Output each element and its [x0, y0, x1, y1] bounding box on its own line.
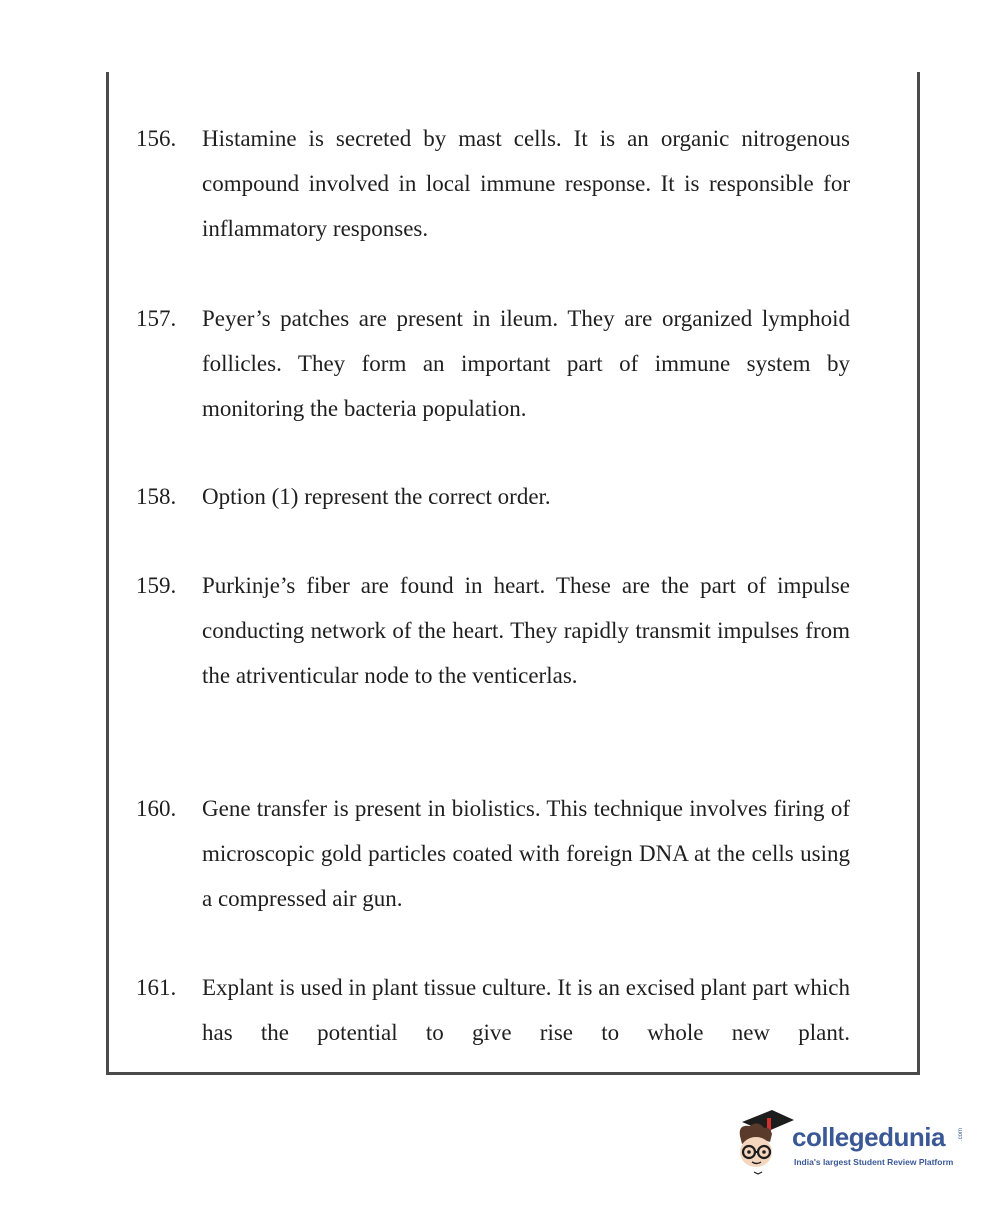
answer-number: 160.: [136, 796, 177, 821]
answer-text: Peyer’s patches are present in ileum. They are organized lymphoid follicles. They form an important part of immune system by monitoring the bacteria population.: [202, 306, 850, 421]
answer-text: Gene transfer is present in biolistics. This technique involves firing of microscopic gold particles coated with foreign DNA at the cells using a compressed air gun.: [202, 796, 850, 911]
mascot-icon: [736, 1106, 796, 1178]
answer-item-160: [136, 786, 850, 921]
answer-number: 158.: [136, 484, 177, 509]
answer-item-158: [136, 474, 850, 519]
answer-item-157: [136, 296, 850, 431]
answer-item-161: [136, 965, 850, 1055]
collegedunia-logo: [736, 1106, 966, 1186]
answer-text: Histamine is secreted by mast cells. It is an organic nitrogenous compound involved in local immune response. It is responsible for inflammatory responses.: [202, 126, 850, 241]
answer-text: Explant is used in plant tissue culture. It is an excised plant part which has the potential to give rise to whole new plant.: [202, 975, 850, 1045]
brand-tagline: India's largest Student Review Platform: [794, 1157, 954, 1167]
answer-number: 159.: [136, 573, 177, 598]
answer-item-159: [136, 563, 850, 698]
answer-number: 157.: [136, 306, 177, 331]
brand-name: collegedunia: [792, 1122, 945, 1152]
answer-number: 156.: [136, 126, 177, 151]
brand-domain-suffix: .com: [958, 1128, 964, 1142]
answer-item-156: [136, 116, 850, 251]
answer-text: Purkinje’s fiber are found in heart. These are the part of impulse conducting network of the heart. They rapidly transmit impulses from the atriventicular node to the venticerlas.: [202, 573, 850, 688]
answer-text: Option (1) represent the correct order.: [202, 484, 551, 509]
answer-number: 161.: [136, 975, 177, 1000]
